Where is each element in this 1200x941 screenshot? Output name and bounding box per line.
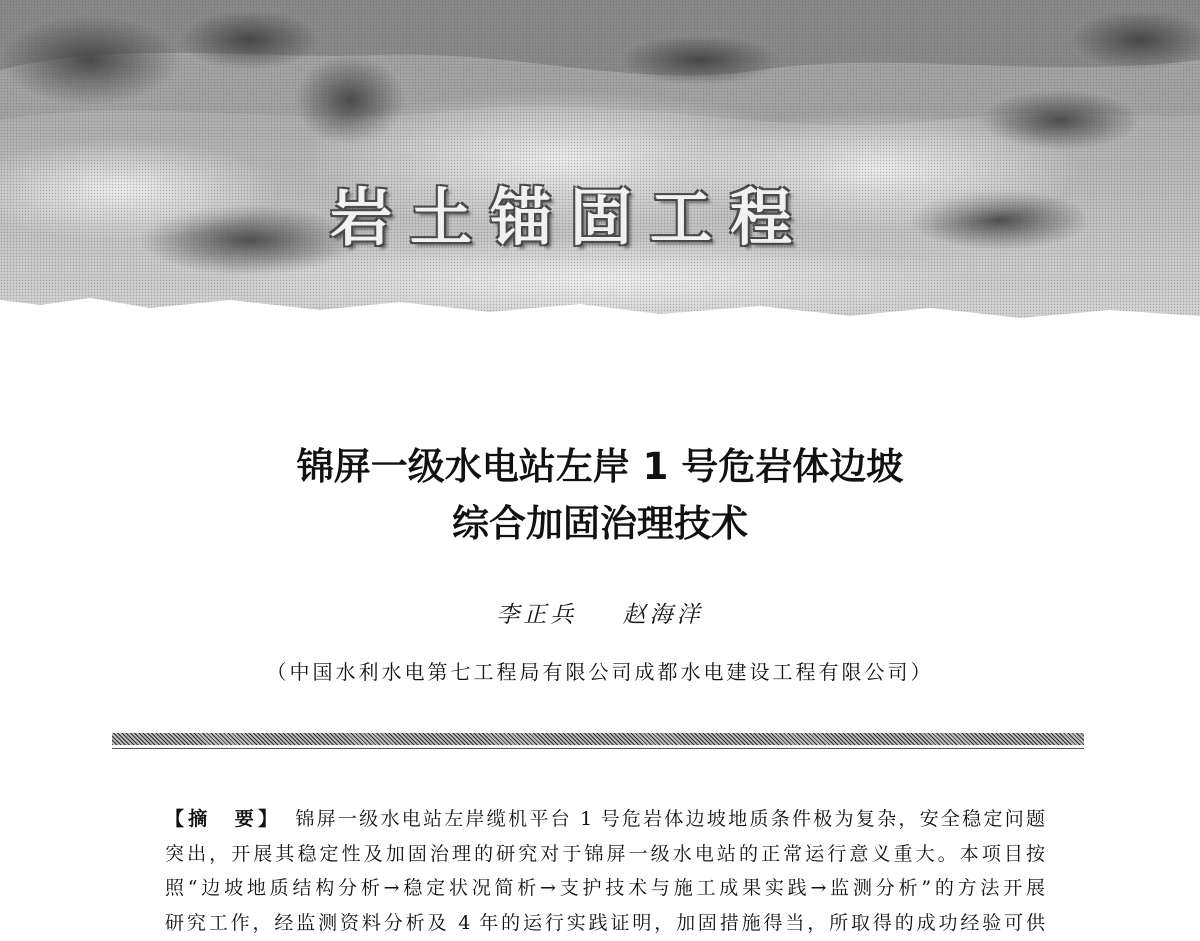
abstract-label: 【摘 要】 <box>165 808 282 830</box>
header-banner <box>0 0 1200 330</box>
abstract-line-4: 研究工作，经监测资料分析及 4 年的运行实践证明，加固措施得当，所取得的成功经验可供 <box>165 911 1045 934</box>
article-title-line-1: 锦屏一级水电站左岸 1 号危岩体边坡 <box>296 445 904 488</box>
authors: 李正兵 赵海洋 <box>496 602 704 628</box>
abstract <box>165 802 1045 940</box>
abstract-line-1 <box>165 802 1045 837</box>
abstract-text: 锦屏一级水电站左岸缆机平台 1 号危岩体边坡地质条件极为复杂，安全稳定问题 <box>295 808 1045 830</box>
affiliation: （中国水利水电第七工程局有限公司成都水电建设工程有限公司） <box>266 660 934 684</box>
banner-title: 岩土锚固工程 <box>330 181 811 254</box>
abstract-line-3: 照“边坡地质结构分析→稳定状况简析→支护技术与施工成果实践→监测分析”的方法开展 <box>165 877 1045 899</box>
article-title-line-2: 综合加固治理技术 <box>452 502 748 545</box>
banner-photo <box>0 0 1200 330</box>
section-divider <box>112 733 1084 745</box>
section-divider-rule <box>112 748 1084 749</box>
abstract-line-2: 突出，开展其稳定性及加固治理的研究对于锦屏一级水电站的正常运行意义重大。本项目按 <box>165 842 1045 865</box>
